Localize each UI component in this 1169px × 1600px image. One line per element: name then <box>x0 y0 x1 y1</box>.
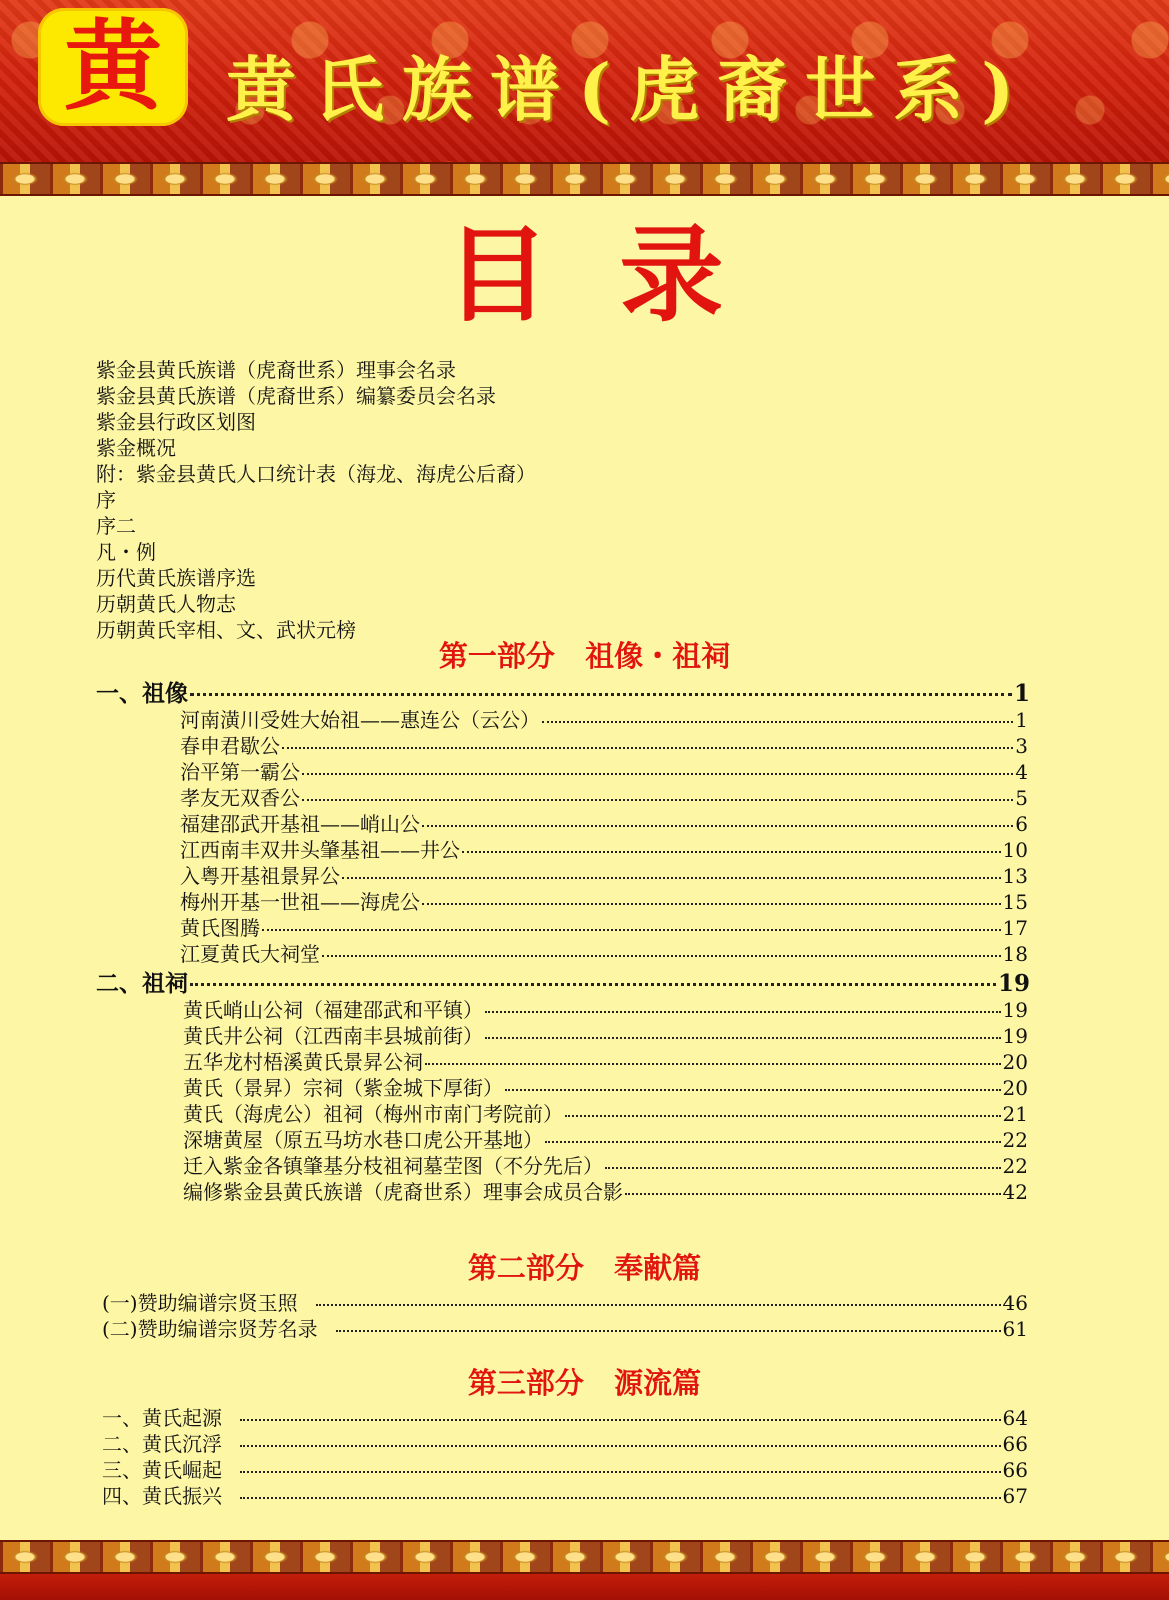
toc-entry[interactable] <box>183 994 1028 1023</box>
clan-logo <box>38 8 188 126</box>
toc-entry[interactable] <box>180 704 1028 733</box>
toc-title: 江西南丰双井头肇基祖——井公 <box>180 838 460 862</box>
toc-title: 黄氏图腾 <box>180 916 260 940</box>
toc-entry[interactable] <box>183 1020 1028 1049</box>
toc-entry[interactable] <box>180 860 1028 889</box>
dot-leader <box>545 1141 1001 1143</box>
toc-title: 一、祖像 <box>96 680 188 707</box>
dot-leader <box>342 877 1001 879</box>
toc-title: 黄氏井公祠（江西南丰县城前街） <box>183 1024 483 1048</box>
toc-entry[interactable] <box>180 834 1028 863</box>
toc-title: 入粤开基祖景昇公 <box>180 864 340 888</box>
toc-title: 迁入紫金各镇肇基分枝祖祠墓茔图（不分先后） <box>183 1154 603 1178</box>
toc-page: 19 <box>997 970 1030 997</box>
toc-page: 6 <box>1015 812 1028 836</box>
toc-title: 黄氏（景昇）宗祠（紫金城下厚街） <box>183 1076 503 1100</box>
toc-page: 10 <box>1002 838 1028 862</box>
toc-page: 4 <box>1015 760 1028 784</box>
front-matter-item[interactable]: 历代黄氏族谱序选 <box>96 566 256 590</box>
toc-title: 编修紫金县黄氏族谱（虎裔世系）理事会成员合影 <box>183 1180 623 1204</box>
toc-page: 17 <box>1002 916 1028 940</box>
toc-title: (二)赞助编谱宗贤芳名录 <box>102 1317 318 1341</box>
toc-page: 66 <box>1002 1458 1028 1482</box>
part3-heading: 第三部分 源流篇 <box>467 1366 702 1400</box>
dot-leader <box>485 1011 1001 1013</box>
dot-leader <box>240 1497 1001 1499</box>
dot-leader <box>422 825 1013 827</box>
toc-page: 18 <box>1002 942 1028 966</box>
toc-entry[interactable] <box>183 1176 1028 1205</box>
dot-leader <box>485 1037 1001 1039</box>
toc-entry[interactable] <box>183 1072 1028 1101</box>
banner-title: 黄氏族谱(虎裔世系) <box>226 48 1033 131</box>
dot-leader <box>282 747 1013 749</box>
dot-leader <box>240 1445 1001 1447</box>
toc-title: 黄氏（海虎公）祖祠（梅州市南门考院前） <box>183 1102 563 1126</box>
front-matter-item[interactable]: 历朝黄氏人物志 <box>96 592 236 616</box>
front-matter-item[interactable]: 序 <box>96 488 116 512</box>
toc-entry[interactable] <box>180 756 1028 785</box>
toc-page: 22 <box>1002 1154 1028 1178</box>
dot-leader <box>190 983 996 986</box>
toc-page: 20 <box>1002 1076 1028 1100</box>
front-matter-item[interactable]: 附：紫金县黄氏人口统计表（海龙、海虎公后裔） <box>96 462 536 486</box>
toc-entry[interactable] <box>102 1480 1028 1509</box>
toc-entry[interactable] <box>180 730 1028 759</box>
toc-title: 黄氏峭山公祠（福建邵武和平镇） <box>183 998 483 1022</box>
toc-entry[interactable] <box>183 1124 1028 1153</box>
dot-leader <box>605 1167 1001 1169</box>
dot-leader <box>542 721 1013 723</box>
front-matter-item[interactable]: 紫金概况 <box>96 436 176 460</box>
dot-leader <box>240 1419 1001 1421</box>
toc-page: 66 <box>1002 1432 1028 1456</box>
dot-leader <box>322 955 1001 957</box>
toc-page: 19 <box>1002 1024 1028 1048</box>
toc-title: 二、祖祠 <box>96 970 188 997</box>
toc-page: 46 <box>1002 1291 1028 1315</box>
dot-leader <box>240 1471 1001 1473</box>
toc-title: 治平第一霸公 <box>180 760 300 784</box>
dot-leader <box>262 929 1001 931</box>
toc-entry[interactable] <box>183 1150 1028 1179</box>
toc-page: 1 <box>1013 680 1030 707</box>
toc-title: (一)赞助编谱宗贤玉照 <box>102 1291 298 1315</box>
dot-leader <box>425 1063 1001 1065</box>
dot-leader <box>302 773 1013 775</box>
decorative-border-bottom <box>0 1540 1169 1574</box>
toc-title: 孝友无双香公 <box>180 786 300 810</box>
toc-entry[interactable] <box>180 912 1028 941</box>
toc-title: 一、黄氏起源 <box>102 1406 222 1430</box>
front-matter-item[interactable]: 序二 <box>96 514 136 538</box>
toc-page: 21 <box>1002 1102 1028 1126</box>
dot-leader <box>565 1115 1001 1117</box>
dot-leader <box>316 1304 1001 1306</box>
part2-heading: 第二部分 奉献篇 <box>467 1251 702 1285</box>
toc-page: 19 <box>1002 998 1028 1022</box>
footer-band <box>0 1574 1169 1600</box>
dot-leader <box>462 851 1001 853</box>
toc-entry[interactable] <box>102 1454 1028 1483</box>
dot-leader <box>190 693 1012 696</box>
toc-page: 1 <box>1015 708 1028 732</box>
front-matter-item[interactable]: 紫金县行政区划图 <box>96 410 256 434</box>
toc-title: 五华龙村梧溪黄氏景昇公祠 <box>183 1050 423 1074</box>
logo-character: 黄 <box>63 9 162 124</box>
toc-page: 15 <box>1002 890 1028 914</box>
toc-entry[interactable] <box>102 1287 1028 1316</box>
toc-title: 二、黄氏沉浮 <box>102 1432 222 1456</box>
toc-entry[interactable] <box>183 1098 1028 1127</box>
toc-entry[interactable] <box>180 808 1028 837</box>
part1-heading: 第一部分 祖像・祖祠 <box>438 639 731 673</box>
dot-leader <box>625 1193 1001 1195</box>
toc-entry[interactable] <box>102 1428 1028 1457</box>
dot-leader <box>302 799 1013 801</box>
toc-title: 四、黄氏振兴 <box>102 1484 222 1508</box>
toc-page: 67 <box>1002 1484 1028 1508</box>
toc-entry[interactable] <box>102 1402 1028 1431</box>
dot-leader <box>422 903 1001 905</box>
toc-title: 春申君歇公 <box>180 734 280 758</box>
toc-page: 3 <box>1015 734 1028 758</box>
toc-title: 福建邵武开基祖——峭山公 <box>180 812 420 836</box>
toc-entry[interactable] <box>183 1046 1028 1075</box>
front-matter-item[interactable]: 凡・例 <box>96 540 156 564</box>
toc-entry[interactable] <box>180 886 1028 915</box>
toc-title: 三、黄氏崛起 <box>102 1458 222 1482</box>
toc-page: 64 <box>1002 1406 1028 1430</box>
toc-page: 42 <box>1002 1180 1028 1204</box>
toc-title: 河南潢川受姓大始祖——惠连公（云公） <box>180 708 540 732</box>
header-banner <box>0 0 1169 162</box>
toc-entry[interactable] <box>180 938 1028 967</box>
toc-page: 61 <box>1002 1317 1028 1341</box>
toc-page: 20 <box>1002 1050 1028 1074</box>
toc-entry[interactable] <box>102 1313 1028 1342</box>
front-matter-item[interactable]: 紫金县黄氏族谱（虎裔世系）编纂委员会名录 <box>96 384 496 408</box>
toc-title: 梅州开基一世祖——海虎公 <box>180 890 420 914</box>
toc-title: 深塘黄屋（原五马坊水巷口虎公开基地） <box>183 1128 543 1152</box>
decorative-border-top <box>0 162 1169 196</box>
front-matter-list <box>96 357 536 643</box>
toc-page: 5 <box>1015 786 1028 810</box>
toc-page: 22 <box>1002 1128 1028 1152</box>
dot-leader <box>336 1330 1001 1332</box>
dot-leader <box>505 1089 1001 1091</box>
toc-page: 13 <box>1002 864 1028 888</box>
toc-entry[interactable] <box>180 782 1028 811</box>
front-matter-item[interactable]: 历朝黄氏宰相、文、武状元榜 <box>96 618 356 642</box>
front-matter-item[interactable]: 紫金县黄氏族谱（虎裔世系）理事会名录 <box>96 358 456 382</box>
page-title: 目录 <box>445 213 794 336</box>
toc-title: 江夏黄氏大祠堂 <box>180 942 320 966</box>
